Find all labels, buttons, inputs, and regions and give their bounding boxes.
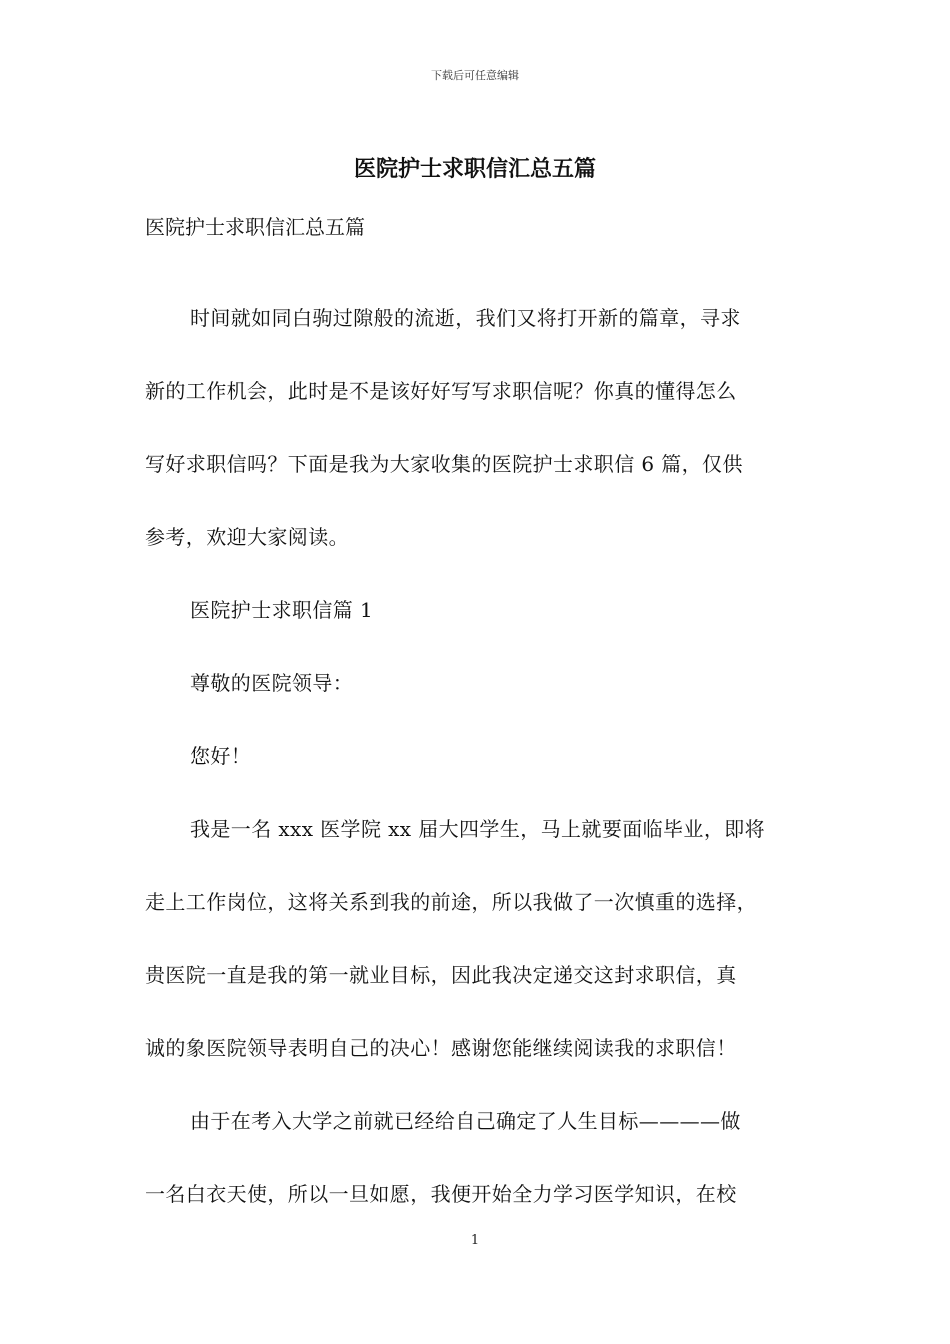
paragraph-2-line-1: 由于在考入大学之前就已经给自己确定了人生目标————做: [190, 1109, 741, 1133]
page-number: 1: [470, 1233, 480, 1248]
intro-line-1: 时间就如同白驹过隙般的流逝，我们又将打开新的篇章，寻求: [190, 306, 741, 330]
intro-line-4: 参考，欢迎大家阅读。: [145, 525, 349, 549]
greeting: 您好！: [190, 744, 252, 768]
section-heading: 医院护士求职信篇 1: [190, 598, 374, 622]
paragraph-2-line-2: 一名白衣天使，所以一旦如愿，我便开始全力学习医学知识，在校: [145, 1182, 737, 1206]
paragraph-1-line-4: 诚的象医院领导表明自己的决心！感谢您能继续阅读我的求职信！: [145, 1036, 737, 1060]
header-note: 下载后可任意编辑: [431, 69, 519, 82]
paragraph-1-line-1: 我是一名 xxx 医学院 xx 届大四学生，马上就要面临毕业，即将: [190, 817, 766, 841]
paragraph-1-line-2: 走上工作岗位，这将关系到我的前途，所以我做了一次慎重的选择，: [145, 890, 757, 914]
salutation: 尊敬的医院领导：: [190, 671, 354, 695]
intro-line-3: 写好求职信吗？下面是我为大家收集的医院护士求职信 6 篇，仅供: [145, 452, 743, 476]
document-subtitle: 医院护士求职信汇总五篇: [145, 215, 365, 239]
paragraph-1-line-3: 贵医院一直是我的第一就业目标，因此我决定递交这封求职信，真: [145, 963, 737, 987]
intro-line-2: 新的工作机会，此时是不是该好好写写求职信呢？你真的懂得怎么: [145, 379, 737, 403]
document-title: 医院护士求职信汇总五篇: [353, 156, 596, 182]
